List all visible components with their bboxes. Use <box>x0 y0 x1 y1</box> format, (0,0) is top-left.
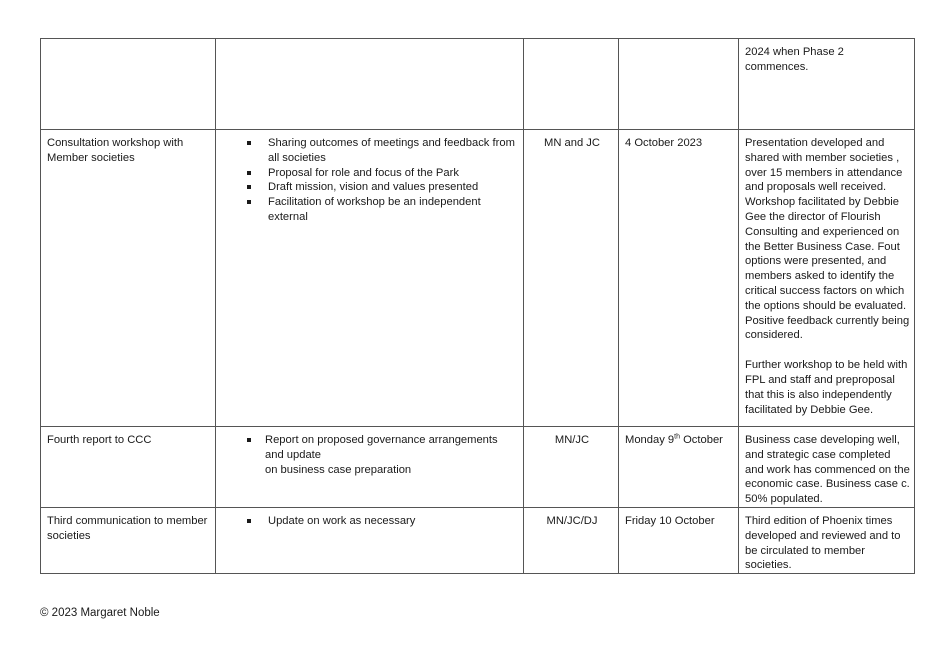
action-item: Sharing outcomes of meetings and feedback from all societies <box>244 136 519 166</box>
action-list <box>222 433 519 477</box>
who-cell: MN and JC <box>524 130 619 427</box>
copyright-footer: © 2023 Margaret Noble <box>40 607 160 619</box>
action-item: Draft mission, vision and values presented <box>244 180 519 195</box>
table-row <box>41 130 915 427</box>
progress-cell <box>739 39 915 130</box>
action-item: Report on proposed governance arrangements and update on business case preparation <box>244 433 519 477</box>
progress-table <box>40 38 915 574</box>
action-list <box>222 136 519 225</box>
when-cell: Monday 9th October <box>619 427 739 508</box>
progress-text: 2024 when Phase 2 commences. <box>745 46 844 73</box>
activity-cell: Consultation workshop with Member societies <box>41 130 216 427</box>
table-row <box>41 507 915 573</box>
progress-cell <box>739 130 915 427</box>
when-cell: Friday 10 October <box>619 507 739 573</box>
actions-cell <box>216 507 524 573</box>
progress-text: Presentation developed and shared with member societies , over 15 members in attendance and proposals well received. Workshop facilitated by Debbie Gee the director of Flourish Consulting and experienced on the Better Business Case. Fout options were presented, and members asked to identify the critical success factors on which the options should be evaluated. Positive feedback currently being considered. <box>745 137 910 342</box>
actions-cell <box>216 427 524 508</box>
progress-text: Business case developing well, and strategic case completed and work has commenced on the economic case. Business case c. 50% populated. <box>745 434 910 506</box>
actions-cell <box>216 39 524 130</box>
action-list <box>222 514 519 529</box>
who-cell: MN/JC <box>524 427 619 508</box>
when-cell <box>619 39 739 130</box>
actions-cell <box>216 130 524 427</box>
when-cell: 4 October 2023 <box>619 130 739 427</box>
progress-text: Third edition of Phoenix times developed and reviewed and to be circulated to member societies. <box>745 514 901 572</box>
progress-cell <box>739 427 915 508</box>
table-row <box>41 427 915 508</box>
progress-text: Further workshop to be held with FPL and staff and preproposal that this is also independently facilitated by Debbie Gee. <box>745 359 908 416</box>
table-row <box>41 39 915 130</box>
who-cell <box>524 39 619 130</box>
action-item: Facilitation of workshop be an independent external <box>244 195 519 225</box>
who-cell: MN/JC/DJ <box>524 507 619 573</box>
progress-cell <box>739 507 915 573</box>
action-item: Proposal for role and focus of the Park <box>244 166 519 181</box>
action-item: Update on work as necessary <box>244 514 519 529</box>
activity-cell: Fourth report to CCC <box>41 427 216 508</box>
activity-cell <box>41 39 216 130</box>
activity-cell: Third communication to member societies <box>41 507 216 573</box>
